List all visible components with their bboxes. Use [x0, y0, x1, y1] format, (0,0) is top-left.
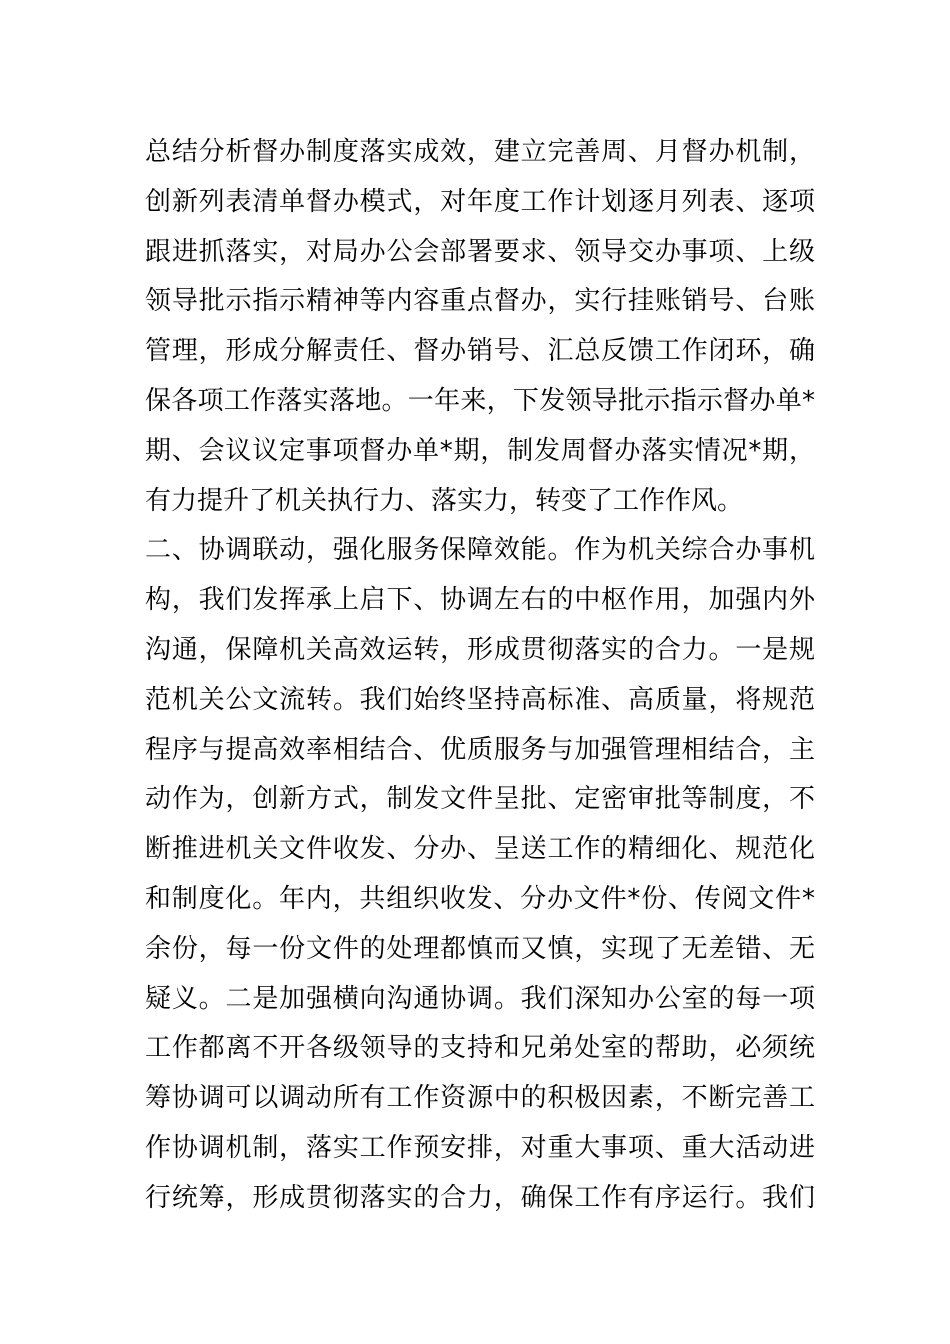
text-line: 管理，形成分解责任、督办销号、汇总反馈工作闭环，确 — [145, 336, 815, 367]
text-line: 疑义。二是加强横向沟通协调。我们深知办公室的每一项 — [145, 983, 815, 1014]
text-line: 断推进机关文件收发、分办、呈送工作的精细化、规范化 — [145, 834, 815, 865]
text-line: 作协调机制，落实工作预安排，对重大事项、重大活动进 — [145, 1132, 815, 1163]
text-line: 和制度化。年内，共组织收发、分办文件*份、传阅文件* — [145, 883, 815, 914]
text-line: 领导批示指示精神等内容重点督办，实行挂账销号、台账 — [145, 286, 815, 317]
text-line: 范机关公文流转。我们始终坚持高标准、高质量，将规范 — [145, 684, 815, 715]
text-line: 构，我们发挥承上启下、协调左右的中枢作用，加强内外 — [145, 585, 815, 616]
text-line: 创新列表清单督办模式，对年度工作计划逐月列表、逐项 — [145, 186, 815, 217]
text-line: 动作为，创新方式，制发文件呈批、定密审批等制度，不 — [145, 784, 815, 815]
text-line: 筹协调可以调动所有工作资源中的积极因素，不断完善工 — [145, 1083, 815, 1114]
text-line: 保各项工作落实落地。一年来，下发领导批示指示督办单* — [145, 385, 815, 416]
text-line: 沟通，保障机关高效运转，形成贯彻落实的合力。一是规 — [145, 634, 815, 665]
text-line: 程序与提高效率相结合、优质服务与加强管理相结合，主 — [145, 734, 815, 765]
text-line: 二、协调联动，强化服务保障效能。作为机关综合办事机 — [145, 535, 815, 566]
text-line: 跟进抓落实，对局办公会部署要求、领导交办事项、上级 — [145, 236, 815, 267]
text-line: 有力提升了机关执行力、落实力，转变了工作作风。 — [145, 485, 744, 516]
text-line: 期、会议议定事项督办单*期，制发周督办落实情况*期， — [145, 435, 815, 466]
text-line: 余份，每一份文件的处理都慎而又慎，实现了无差错、无 — [145, 933, 815, 964]
text-line: 工作都离不开各级领导的支持和兄弟处室的帮助，必须统 — [145, 1033, 815, 1064]
body-text — [145, 128, 815, 1224]
text-line: 总结分析督办制度落实成效，建立完善周、月督办机制， — [145, 137, 815, 167]
text-line: 行统筹，形成贯彻落实的合力，确保工作有序运行。我们 — [145, 1182, 815, 1213]
